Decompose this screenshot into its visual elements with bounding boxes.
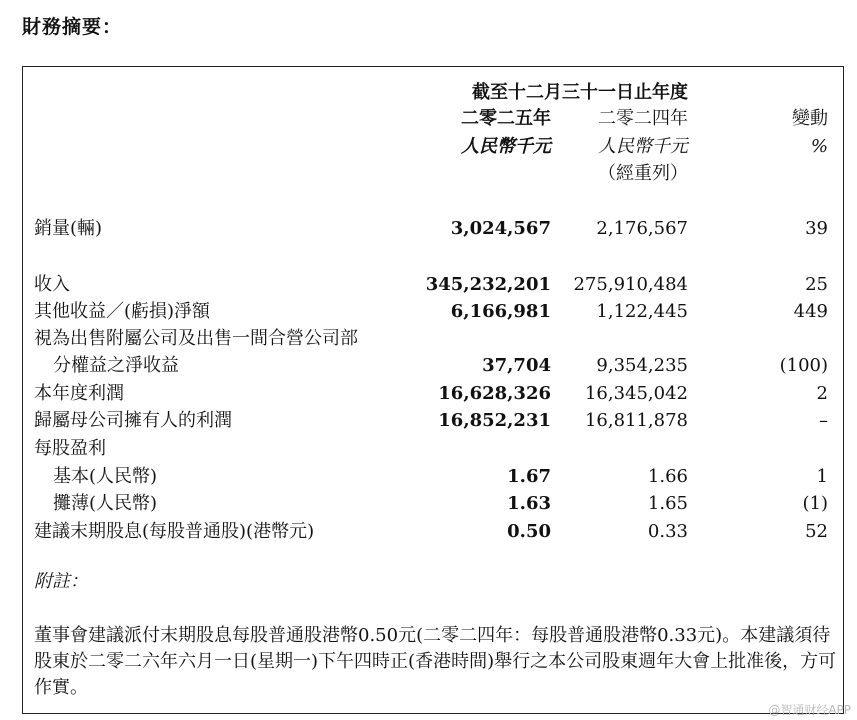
section-heading: 財務摘要：: [22, 16, 123, 38]
row-label: 攤薄(人民幣): [53, 493, 158, 514]
value-change: (1): [802, 493, 828, 514]
value-change: 449: [793, 301, 828, 322]
restated-label: （經重列）: [598, 163, 688, 184]
unit-2025: 人民幣千元: [461, 136, 551, 157]
value-2024: 1,122,445: [596, 301, 688, 322]
value-2025: 37,704: [482, 355, 551, 376]
value-2024: 0.33: [647, 521, 688, 542]
value-2024: 2,176,567: [596, 218, 688, 239]
value-change: –: [819, 410, 828, 431]
value-2025: 0.50: [507, 521, 551, 542]
row-label: 本年度利潤: [34, 383, 124, 404]
header-2024: 二零二四年: [598, 108, 688, 129]
value-2024: 275,910,484: [573, 274, 688, 295]
value-2025: 3,024,567: [450, 218, 551, 239]
value-change: 39: [805, 218, 828, 239]
financial-summary-table: [22, 66, 844, 714]
value-change: (100): [779, 355, 828, 376]
value-2024: 16,811,878: [584, 410, 688, 431]
unit-change: %: [810, 136, 828, 157]
value-change: 1: [816, 466, 828, 487]
period-header: 截至十二月三十一日止年度: [472, 82, 688, 103]
value-2025: 6,166,981: [450, 301, 551, 322]
value-change: 25: [805, 274, 828, 295]
value-2024: 1.65: [647, 493, 688, 514]
row-label: 歸屬母公司擁有人的利潤: [34, 410, 232, 431]
header-change: 變動: [792, 108, 828, 129]
value-change: 52: [805, 521, 828, 542]
value-2025: 16,852,231: [438, 410, 551, 431]
row-label: 分權益之淨收益: [53, 355, 179, 376]
row-label: 視為出售附屬公司及出售一間合營公司部: [34, 328, 358, 349]
value-2025: 1.63: [507, 493, 551, 514]
note-label: 附註：: [34, 571, 88, 592]
value-2024: 1.66: [647, 466, 688, 487]
unit-2024: 人民幣千元: [598, 136, 688, 157]
note-text: 董事會建議派付末期股息每股普通股港幣0.50元(二零二四年：每股普通股港幣0.33元)。本建議須待股東於二零二六年六月一日(星期一)下午四時正(香港時間)舉行之本公司股東週年大會上批准後，方可作實。: [34, 625, 837, 698]
row-label: 基本(人民幣): [53, 466, 158, 487]
header-2025: 二零二五年: [461, 108, 551, 129]
row-label: 收入: [34, 274, 70, 295]
value-2024: 16,345,042: [584, 383, 688, 404]
value-2025: 16,628,326: [438, 383, 551, 404]
row-label: 其他收益／(虧損)淨額: [34, 301, 211, 322]
value-2025: 1.67: [507, 466, 551, 487]
value-change: 2: [816, 383, 828, 404]
value-2024: 9,354,235: [596, 355, 688, 376]
row-label: 每股盈利: [34, 438, 106, 459]
value-2025: 345,232,201: [425, 274, 551, 295]
row-label: 建議末期股息(每股普通股)(港幣元): [34, 521, 315, 542]
row-label: 銷量(輛): [34, 218, 103, 239]
watermark: @智通财经APP: [768, 703, 851, 717]
